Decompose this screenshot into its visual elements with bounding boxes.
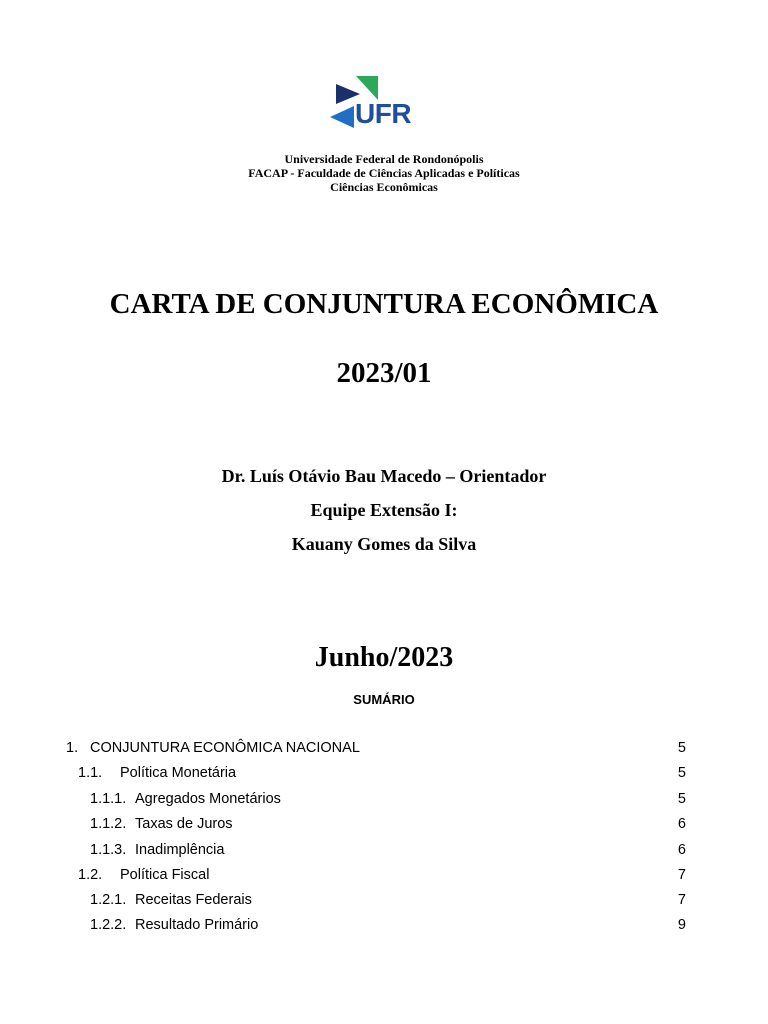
toc-entry-page: 5 — [677, 791, 686, 807]
toc-entry-number: 1.1. — [78, 765, 103, 781]
toc-entry-label: Inadimplência — [135, 842, 225, 858]
toc-entry[interactable] — [0, 740, 768, 760]
toc-heading: SUMÁRIO — [353, 692, 415, 707]
faculty-name: FACAP - Faculdade de Ciências Aplicadas e Políticas — [248, 166, 520, 180]
toc-entry-page: 7 — [677, 892, 686, 908]
toc-entry[interactable] — [0, 842, 768, 862]
toc-entry-number: 1.1.3. — [90, 842, 127, 858]
toc-entry-label: Receitas Federais — [135, 892, 252, 908]
toc-entry-label: Política Fiscal — [120, 867, 210, 883]
toc-entry-label: Taxas de Juros — [135, 816, 233, 832]
toc-entry-number: 1.2.1. — [90, 892, 127, 908]
toc-entry[interactable] — [0, 765, 768, 785]
logo-text: UFR — [355, 98, 412, 129]
toc-entry-number: 1.2. — [78, 867, 103, 883]
toc-entry-label: CONJUNTURA ECONÔMICA NACIONAL — [90, 740, 360, 756]
toc-entry-page: 9 — [677, 917, 686, 933]
toc-entry[interactable] — [0, 917, 768, 937]
logo-green-triangle — [356, 76, 378, 100]
toc-entry[interactable] — [0, 867, 768, 887]
logo-blue-triangle — [330, 106, 354, 128]
document-title: CARTA DE CONJUNTURA ECONÔMICA — [109, 288, 659, 320]
toc-entry-page: 5 — [677, 765, 686, 781]
toc-entry-number: 1.1.2. — [90, 816, 127, 832]
course-name: Ciências Econômicas — [330, 180, 438, 194]
toc-entry-number: 1.2.2. — [90, 917, 127, 933]
toc-entry-page: 5 — [677, 740, 686, 756]
toc-entry-label: Política Monetária — [120, 765, 237, 781]
toc-entry-number: 1.1.1. — [90, 791, 127, 807]
toc-entry-page: 7 — [677, 867, 686, 883]
team-member: Kauany Gomes da Silva — [291, 534, 477, 554]
publication-date: Junho/2023 — [314, 642, 454, 673]
toc-entry-page: 6 — [677, 816, 686, 832]
edition-number: 2023/01 — [336, 357, 432, 389]
advisor-name: Dr. Luís Otávio Bau Macedo – Orientador — [221, 466, 547, 486]
toc-entry-page: 6 — [677, 842, 686, 858]
team-label: Equipe Extensão I: — [310, 500, 458, 520]
toc-entry-number: 1. — [66, 740, 79, 756]
institution-name: Universidade Federal de Rondonópolis — [284, 152, 484, 166]
toc-entry[interactable] — [0, 892, 768, 912]
toc-entry-label: Resultado Primário — [135, 917, 259, 933]
toc-entry[interactable] — [0, 791, 768, 811]
toc-entry-label: Agregados Monetários — [135, 791, 281, 807]
toc-entry[interactable] — [0, 816, 768, 836]
